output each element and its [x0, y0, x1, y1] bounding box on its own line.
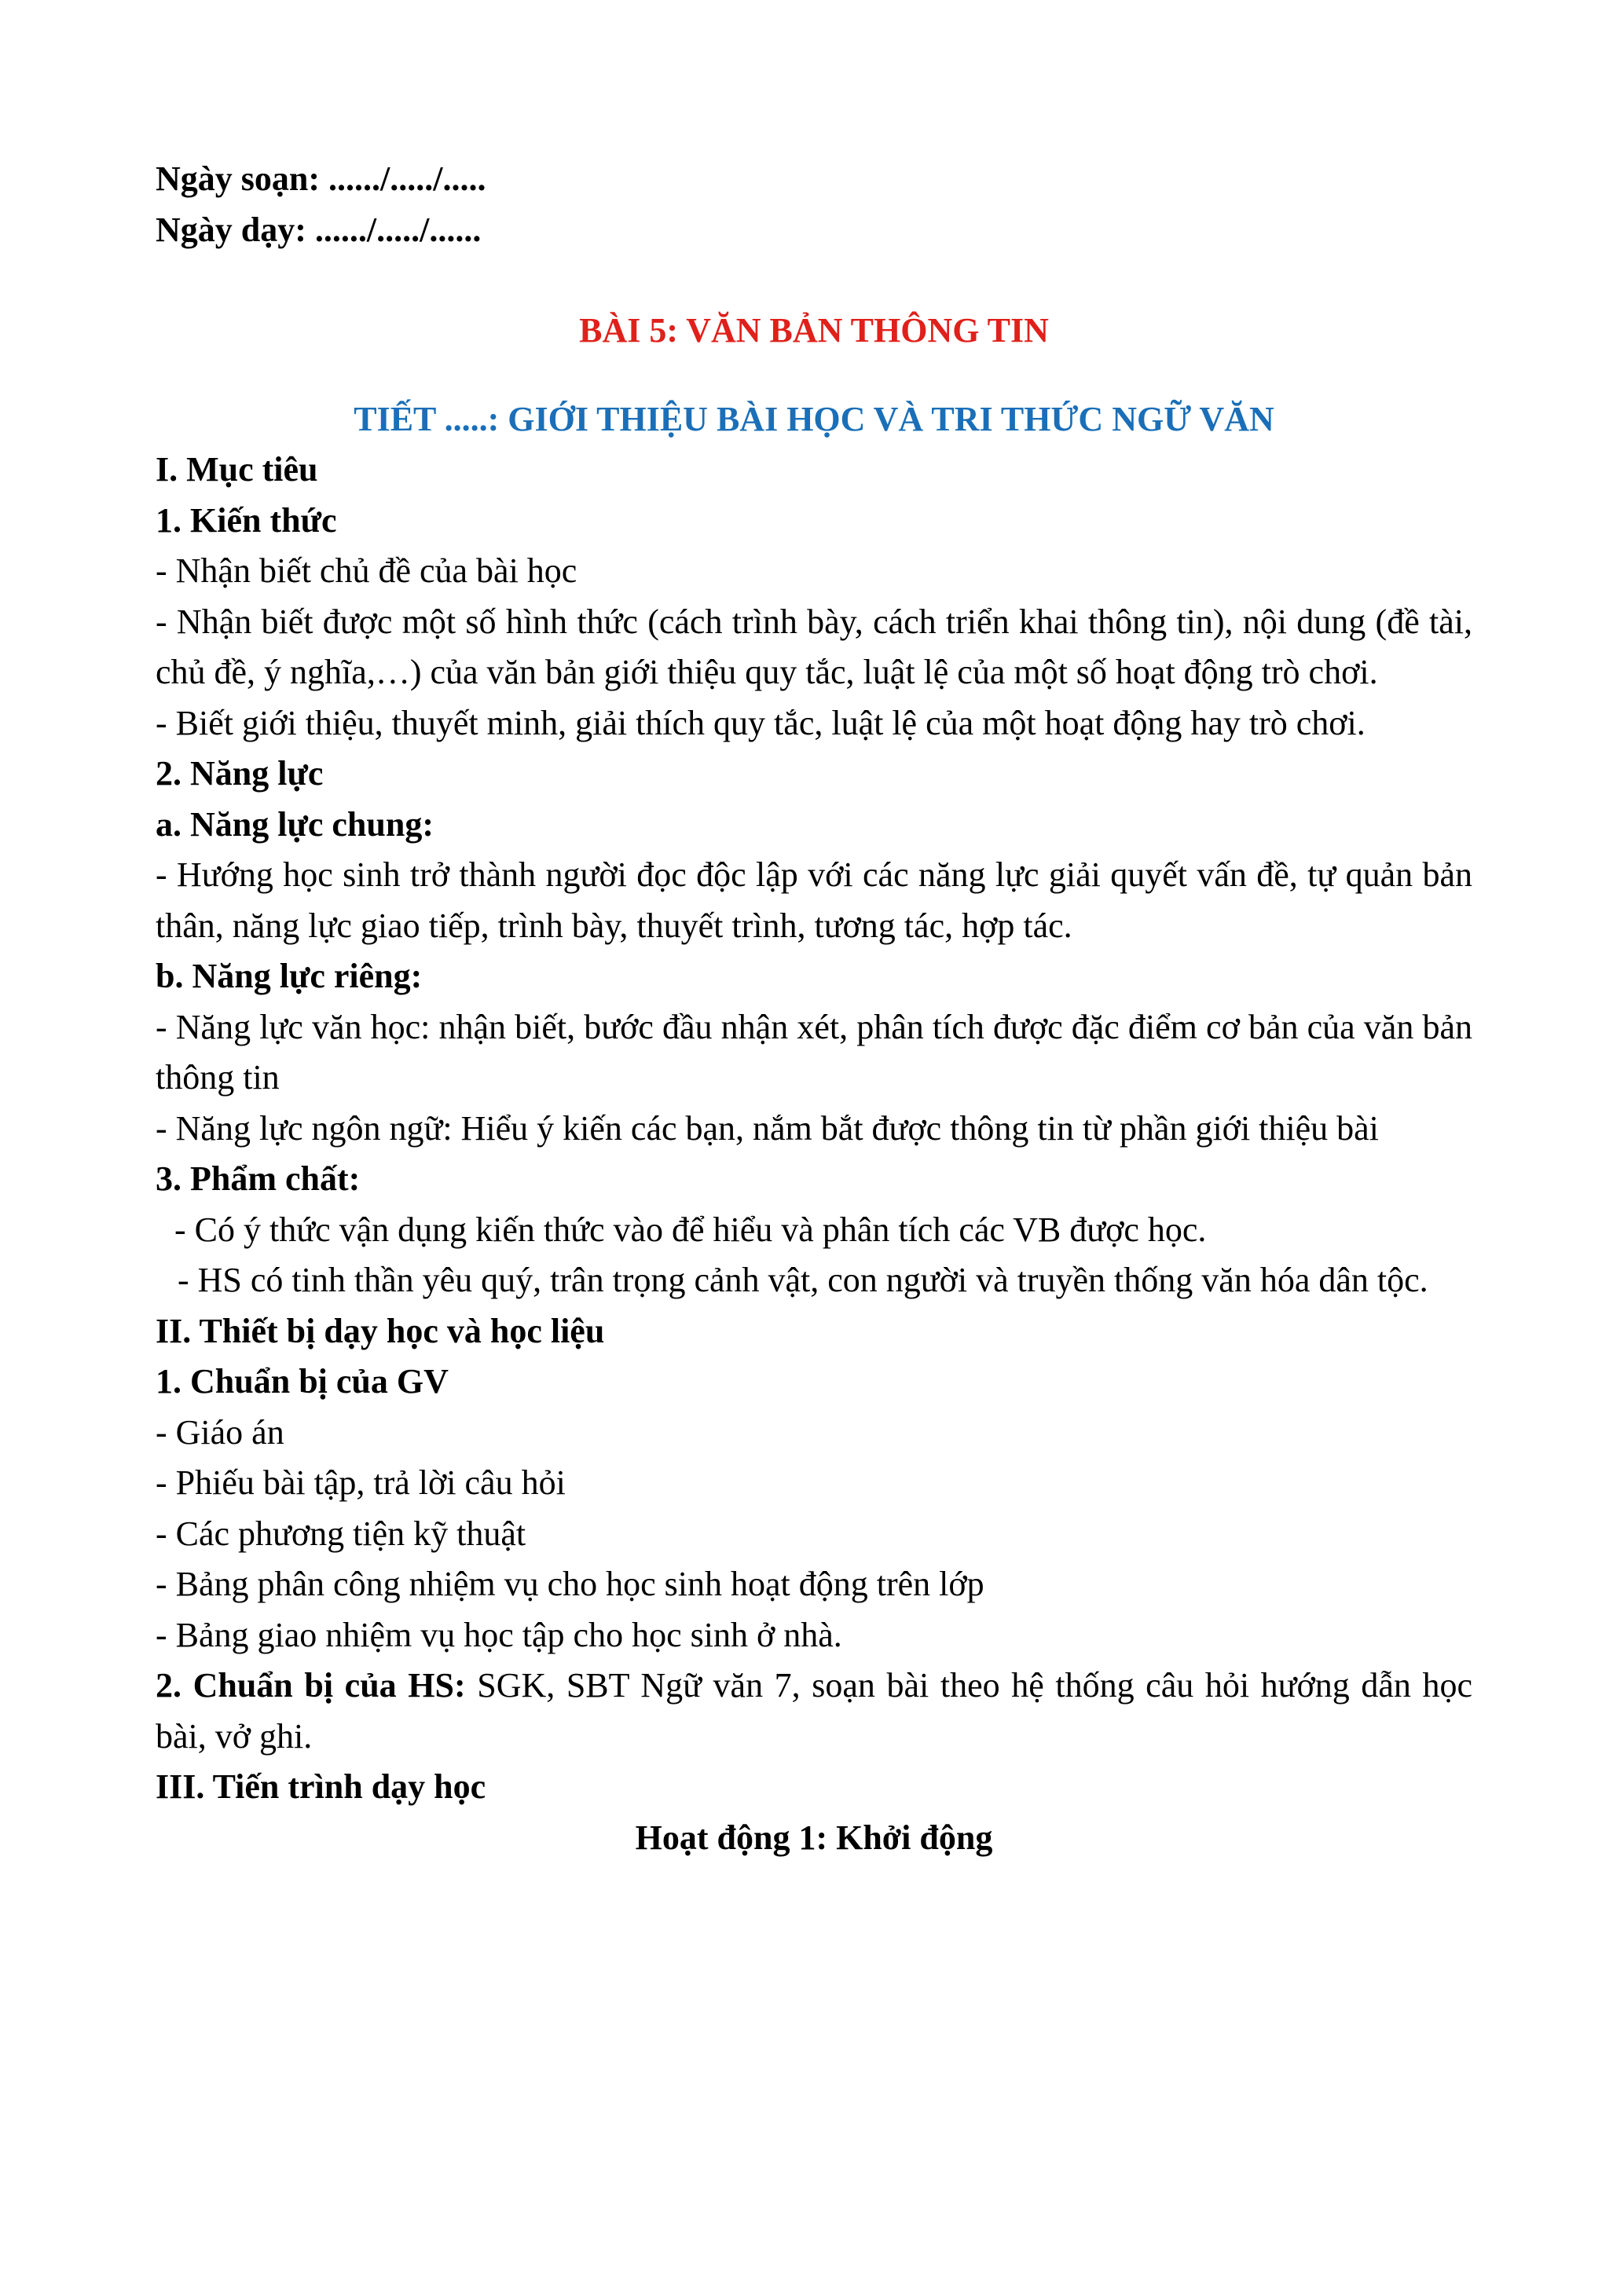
knowledge-heading: 1. Kiến thức: [156, 500, 337, 540]
activity-1-heading: Hoạt động 1: Khởi động: [635, 1818, 993, 1857]
document-body: [156, 154, 1472, 1863]
specific-competence-heading: b. Năng lực riêng:: [156, 957, 423, 995]
teacher-prep-heading: 1. Chuẩn bị của GV: [156, 1362, 449, 1401]
qualities-item: - Có ý thức vận dụng kiến thức vào để hiểu và phân tích các VB được học.: [174, 1210, 1207, 1249]
teacher-prep-item: - Bảng phân công nhiệm vụ cho học sinh hoạt động trên lớp: [156, 1565, 984, 1603]
section-1-heading: I. Mục tiêu: [156, 450, 318, 489]
teacher-prep-item: - Bảng giao nhiệm vụ học tập cho học sinh ở nhà.: [156, 1615, 842, 1654]
student-prep-heading: 2. Chuẩn bị của HS:: [156, 1666, 466, 1705]
competence-heading: 2. Năng lực: [156, 754, 324, 793]
specific-competence-item: - Năng lực văn học: nhận biết, bước đầu nhận xét, phân tích được đặc điểm cơ bản của văn bản thông tin: [156, 1007, 1472, 1097]
lesson-title: BÀI 5: VĂN BẢN THÔNG TIN: [579, 311, 1049, 350]
knowledge-item: - Biết giới thiệu, thuyết minh, giải thích quy tắc, luật lệ của một hoạt động hay trò chơi.: [156, 703, 1366, 742]
section-3-heading: III. Tiến trình dạy học: [156, 1767, 486, 1806]
student-prep: [156, 1661, 1472, 1762]
general-competence-item: - Hướng học sinh trở thành người đọc độc lập với các năng lực giải quyết vấn đề, tự quản bản thân, năng lực giao tiếp, trình bày, thuyết trình, tương tác, hợp tác.: [156, 855, 1472, 945]
qualities-heading: 3. Phẩm chất:: [156, 1159, 361, 1198]
teacher-prep-item: - Giáo án: [156, 1412, 284, 1452]
specific-competence-item: - Năng lực ngôn ngữ: Hiểu ý kiến các bạn, nắm bắt được thông tin từ phần giới thiệu bài: [156, 1108, 1379, 1148]
section-2-heading: II. Thiết bị dạy học và học liệu: [156, 1311, 605, 1350]
period-title: TIẾT .....: GIỚI THIỆU BÀI HỌC VÀ TRI THỨC NGỮ VĂN: [354, 399, 1274, 438]
knowledge-item: - Nhận biết được một số hình thức (cách trình bày, cách triển khai thông tin), nội dung (đề tài, chủ đề, ý nghĩa,…) của văn bản giới thiệu quy tắc, luật lệ của một số hoạt động trò chơi.: [156, 602, 1472, 691]
teacher-prep-item: - Phiếu bài tập, trả lời câu hỏi: [156, 1463, 566, 1502]
teach-date: Ngày dạy: ....../...../......: [156, 210, 482, 249]
prep-date: Ngày soạn: ....../...../.....: [156, 159, 486, 198]
student-prep-text: SGK, SBT Ngữ văn 7, soạn bài theo hệ thống câu hỏi hướng dẫn học bài, vở ghi.: [156, 1666, 1473, 1756]
teacher-prep-item: - Các phương tiện kỹ thuật: [156, 1514, 526, 1553]
qualities-item: - HS có tinh thần yêu quý, trân trọng cảnh vật, con người và truyền thống văn hóa dân tộc.: [178, 1261, 1428, 1299]
general-competence-heading: a. Năng lực chung:: [156, 804, 434, 844]
knowledge-item: - Nhận biết chủ đề của bài học: [156, 551, 577, 590]
